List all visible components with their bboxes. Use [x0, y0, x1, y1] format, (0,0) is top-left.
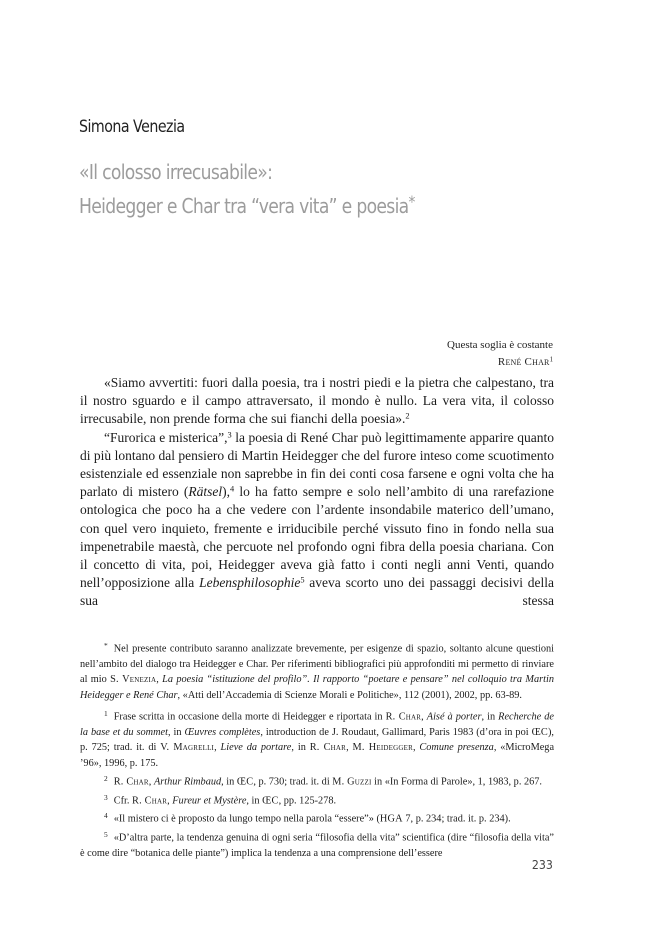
footnote-abbrev: ŒC [236, 776, 254, 788]
footnote-ref-5: 5 [300, 575, 305, 585]
author-name: Simona Venezia [79, 117, 185, 136]
footnote-text: , [421, 711, 427, 723]
footnote-abbrev: HGA [379, 813, 403, 825]
footnote-mark: 2 [104, 773, 108, 783]
footnote-title: Comune presenza [419, 742, 494, 754]
footnote-abbrev: ŒC [531, 726, 548, 738]
footnote-star [80, 638, 554, 703]
footnote-ref-2: 2 [405, 411, 410, 421]
footnote-text: ), p. 725; trad. it. di [80, 726, 555, 754]
paragraph-1 [80, 374, 554, 429]
footnote-ref-3: 3 [227, 430, 232, 440]
footnote-text: , in [221, 776, 237, 788]
footnote-ref-4: 4 [230, 484, 235, 494]
footnote-title: Recherche de la base et du sommet [80, 711, 554, 738]
footnote-mark: 4 [104, 811, 108, 821]
footnote-1 [80, 706, 554, 771]
footnote-4 [80, 808, 554, 827]
term-raetsel: Rätsel [188, 484, 223, 500]
footnote-text: , «Atti dell’Accademia di Scienze Morali e Politiche», 112 (2001), 2002, pp. 63-89. [177, 689, 522, 701]
footnote-text: , p. 730; trad. it. di [253, 776, 333, 788]
paragraph-2 [80, 429, 554, 611]
footnote-3 [80, 790, 554, 809]
footnote-text: «D’altra parte, la tendenza genuina di ogni seria “filosofia della vita” scientifica (dire “filosofia della vita” è come dire “botanica delle piante”) implica la tendenza a una comprensione dell’essere [80, 832, 554, 859]
footnote-2 [80, 771, 554, 790]
footnote-mark: 5 [104, 830, 108, 840]
footnote-mark: 3 [104, 792, 108, 802]
footnote-text: , [412, 742, 420, 754]
epigraph [447, 337, 553, 371]
footnote-text: Nel presente contributo saranno analizzate brevemente, per esigenze di spazio, soltanto alcune questioni nell’ambito del dialogo tra Heidegger e Char. Per riferimenti bibliografici più approfonditi mi permetto di rinviare al mio [80, 643, 554, 686]
epigraph-author: René Char [497, 356, 550, 368]
footnote-text: , [167, 794, 173, 806]
footnote-mark: * [104, 641, 108, 650]
footnote-text: , pp. 125-278. [278, 794, 337, 806]
footnote-text: , in [291, 742, 310, 754]
paragraph-2-part: ), [222, 484, 231, 500]
body-text [80, 374, 554, 611]
title-line-2 [79, 187, 415, 221]
footnote-title: Lieve da portare [220, 742, 292, 754]
epigraph-footnote-ref: 1 [549, 356, 553, 364]
footnote-text: , [156, 674, 163, 686]
footnote-text: , [148, 776, 154, 788]
page-number: 233 [532, 857, 553, 872]
footnote-author: M. Heidegger [352, 742, 413, 754]
footnote-title: Aisé à porter [426, 711, 482, 723]
title-footnote-mark: * [408, 192, 415, 211]
footnote-text: , in [481, 711, 499, 723]
footnote-text: , [214, 742, 221, 754]
footnotes [80, 638, 554, 861]
footnote-text: «Il mistero ci è proposto da lungo tempo nella parola “essere”» ( [113, 813, 380, 825]
paragraph-2-part: “Furorica e misterica”, [104, 429, 228, 445]
footnote-author: S. Venezia [110, 674, 157, 686]
footnote-abbrev: ŒC [262, 794, 279, 806]
footnote-text: Cfr. [113, 794, 133, 806]
epigraph-source [447, 354, 553, 371]
footnote-author: R. Char [385, 711, 422, 723]
footnote-text: , in [246, 794, 263, 806]
article-title [79, 158, 415, 221]
footnote-author: R. Char [132, 794, 168, 806]
footnote-author: R. Char [113, 776, 149, 788]
footnote-author: M. Guzzi [332, 776, 372, 788]
footnote-mark: 1 [104, 708, 108, 718]
paragraph-2-part: la poesia di René Char può legittimamente apparire quanto di più lontano dal pensiero di Martin Heidegger che del furore inteso come scuotimento esistenziale ed essenziale non saprebbe in fin dei conti cosa farsene e ogni volta che ha parlato di mistero ( [80, 429, 554, 500]
footnote-5 [80, 827, 554, 861]
footnote-text: Frase scritta in occasione della morte di Heidegger e riportata in [113, 711, 386, 723]
term-lebensphilosophie: Lebensphilosophie [199, 575, 301, 591]
footnote-text: , [346, 742, 353, 754]
title-line-1: «Il colosso irrecusabile»: [79, 160, 273, 184]
epigraph-text: Questa soglia è costante [447, 339, 553, 351]
footnote-title: Œuvres complètes [184, 726, 261, 738]
footnote-text: , «MicroMega ’96», 1996, p. 175. [80, 742, 555, 769]
footnote-author: R. Char [309, 742, 347, 754]
footnote-title: La poesia “istituzione del profilo”. Il rapporto “poetare e pensare” nel colloquio tra Martin Heidegger e René Char [80, 674, 554, 701]
footnote-text: , introduction de J. Roudaut, Gallimard, Paris 1983 (d’ora in poi [260, 726, 532, 738]
footnote-title: Arthur Rimbaud [153, 776, 222, 788]
footnote-text: in «In Forma di Parole», 1, 1983, p. 267. [371, 776, 543, 788]
footnote-author: V. Magrelli [160, 742, 215, 754]
paragraph-2-part: aveva scorto uno dei passaggi decisivi della sua stessa [80, 575, 554, 609]
footnote-text: , in [167, 726, 185, 738]
paragraph-1-text: «Siamo avvertiti: fuori dalla poesia, tra i nostri piedi e la pietra che calpestano, tra il nostro sguardo e il campo attraversato, il mondo è nullo. La vera vita, il colosso irrecusabile, non prende forma che sui fianchi della poesia». [80, 375, 554, 427]
footnote-text: 7, p. 234; trad. it. p. 234). [402, 813, 511, 825]
title-line-2-text: Heidegger e Char tra “vera vita” e poesia [79, 194, 409, 218]
footnote-title: Fureur et Mystère [172, 794, 247, 806]
paragraph-2-part: lo ha fatto sempre e solo nell’ambito di una rarefazione ontologica che poco ha a che vedere con l’ardente insondabile materico dell’umano, con quel vero inquieto, fremente e irriducibile perché vissuto fino in fondo nella sua impenetrabile maestà, che percuote nel profondo ogni fibra della poesia chariana. Con il concetto di vita, poi, Heidegger aveva già fatto i conti negli anni Venti, quando nell’opposizione alla [80, 484, 554, 591]
